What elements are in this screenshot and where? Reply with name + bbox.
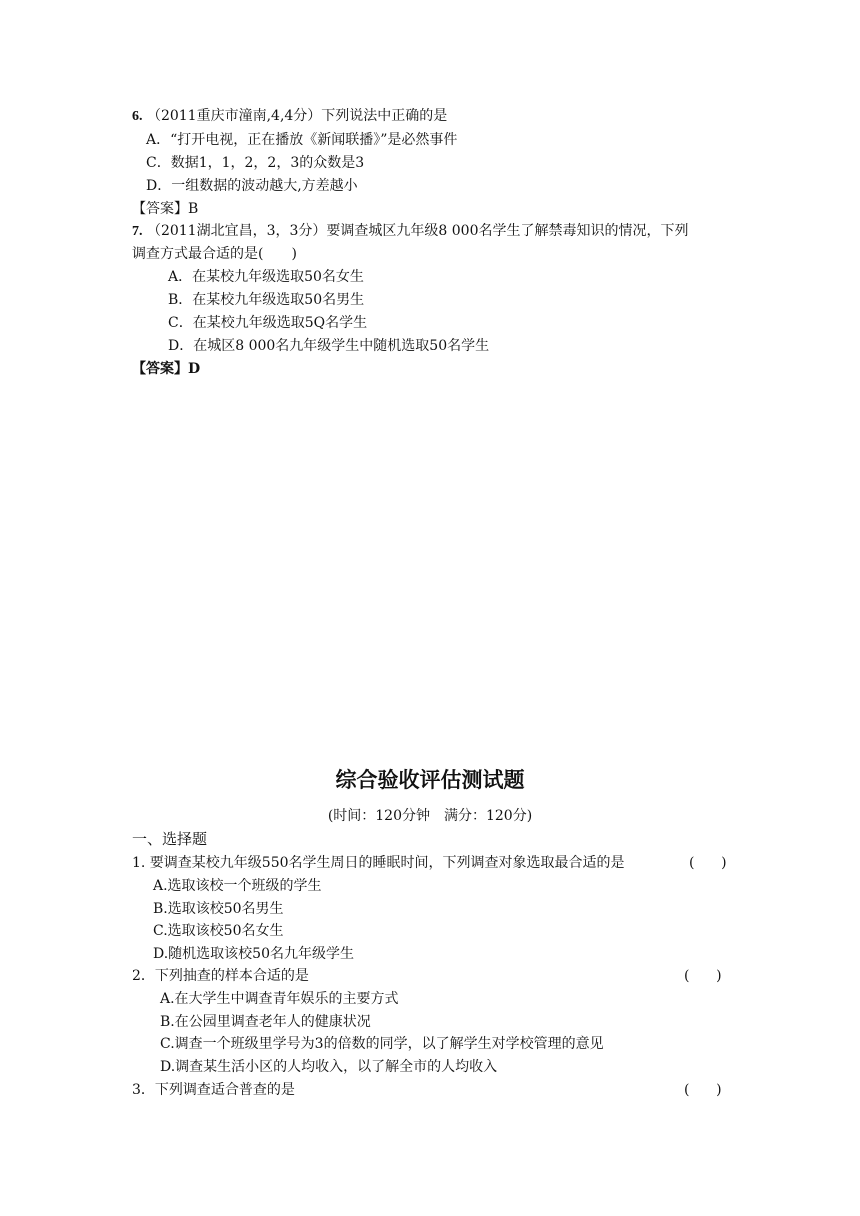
exam-q1-option-b: B.选取该校50名男生 [153,901,284,917]
q6-option-c: C．数据1，1，2，2，3的众数是3 [146,155,365,171]
section-heading: 一、选择题 [132,830,208,848]
q7-option-b: B．在某校九年级选取50名男生 [168,292,365,308]
exam-q2-option-b: B.在公园里调查老年人的健康状况 [160,1014,371,1030]
exam-q2-option-d: D.调查某生活小区的人均收入，以了解全市的人均收入 [160,1059,498,1075]
q6-stem: （2011重庆市潼南,4,4分）下列说法中正确的是 [146,108,448,124]
q7-stem-line2: 调查方式最合适的是( ) [132,246,297,262]
q7-number: 7. [132,224,143,239]
exam-q3-stem: 3．下列调查适合普查的是 [132,1082,295,1098]
q7-option-d: D．在城区8 000名九年级学生中随机选取50名学生 [168,338,490,354]
q7-option-c: C．在某校九年级选取5Q名学生 [168,315,368,331]
q7-stem-line1 [132,221,688,242]
exam-q1-answer-paren: ( ) [689,855,727,871]
exam-q2-option-a: A.在大学生中调查青年娱乐的主要方式 [160,991,399,1007]
exam-q1-option-c: C.选取该校50名女生 [153,923,284,939]
q6-number: 6. [132,109,143,124]
exam-q2-answer-paren: ( ) [684,968,722,984]
q6-answer: B [188,201,199,217]
exam-q3-answer-paren: ( ) [684,1082,722,1098]
q7-option-a: A．在某校九年级选取50名女生 [168,269,364,285]
exam-subtitle: (时间：120分钟 满分：120分) [327,808,533,824]
exam-q2-option-c: C.调查一个班级里学号为3的倍数的同学，以了解学生对学校管理的意见 [160,1036,604,1052]
q7-answer: D [188,361,201,377]
exam-q1-option-d: D.随机选取该校50名九年级学生 [153,946,354,962]
q6-option-a: A．“打开电视，正在播放《新闻联播》”是必然事件 [146,132,458,148]
q7-answer-label: 【答案】 [132,361,188,377]
q7-answer-line [132,359,200,379]
exam-q1-stem: 1. 要调查某校九年级550名学生周日的睡眠时间，下列调查对象选取最合适的是 [132,855,625,871]
q7-stem-line1-text: （2011湖北宜昌，3，3分）要调查城区九年级8 000名学生了解禁毒知识的情况，下列 [146,223,689,239]
exam-q1-option-a: A.选取该校一个班级的学生 [153,878,322,894]
exam-q2-stem: 2．下列抽查的样本合适的是 [132,968,309,984]
exam-title: 综合验收评估测试题 [335,767,525,792]
q6-answer-label: 【答案】 [132,201,188,217]
q6-stem-line [132,106,447,127]
q6-option-d: D．一组数据的波动越大,方差越小 [146,178,358,194]
q6-answer-line [132,199,198,219]
